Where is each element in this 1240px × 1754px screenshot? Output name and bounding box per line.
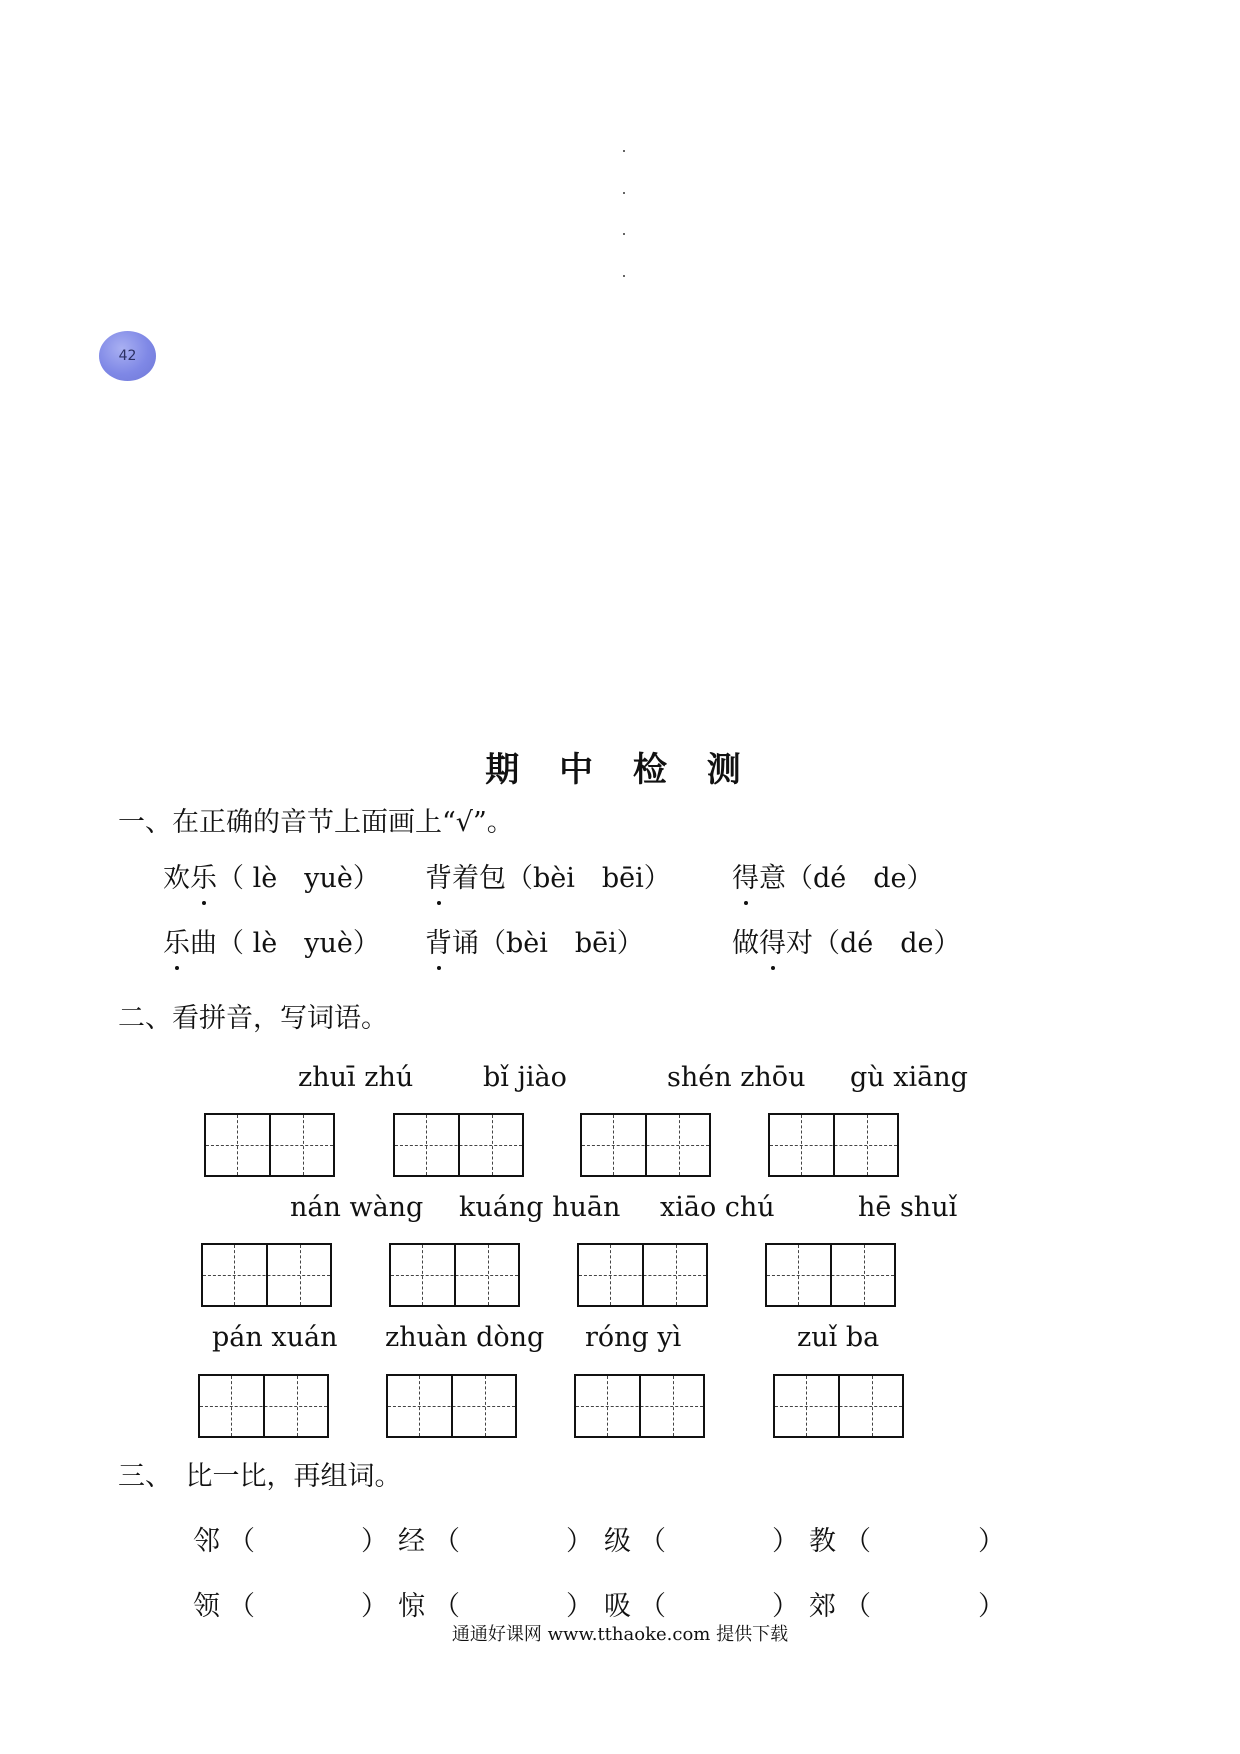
section1-heading: 一、在正确的音节上面画上“√”。 [118,807,514,838]
close-paren: ） [566,1591,593,1622]
pinyin-label: hē shuǐ [858,1192,958,1223]
writing-box[interactable] [201,1243,332,1307]
pinyin-label: nán wàng [290,1192,424,1223]
section3-heading: 三、 比一比，再组词。 [118,1461,402,1492]
open-paren: （ [433,1526,460,1557]
open-paren: （ [844,1591,871,1622]
writing-box[interactable] [580,1113,711,1177]
writing-box[interactable] [577,1243,708,1307]
writing-box[interactable] [393,1113,524,1177]
pinyin-label: bǐ jiào [483,1062,567,1093]
footer-credit: 通通好课网 www.tthaoke.com 提供下载 [451,1624,789,1645]
page-number-badge: 42 [99,331,156,381]
compare-char: 级 [604,1526,631,1557]
compare-char: 郊 [809,1591,836,1622]
pinyin-label: zhuī zhú [298,1062,414,1093]
decor-dot [623,150,625,152]
q1-item: 欢乐（ lè yuè） [163,856,380,895]
pinyin-label: xiāo chú [660,1192,775,1223]
close-paren: ） [978,1591,1005,1622]
open-paren: （ [639,1591,666,1622]
page-title: 期 中 检 测 [485,750,755,790]
writing-box[interactable] [574,1374,705,1438]
pinyin-label: shén zhōu [667,1062,806,1093]
pinyin-label: zhuàn dòng [385,1322,545,1353]
pinyin-label: zuǐ ba [797,1322,880,1353]
q1-item: 做得对（dé de） [732,921,961,960]
open-paren: （ [433,1591,460,1622]
writing-box[interactable] [386,1374,517,1438]
decor-dot [623,233,625,235]
pinyin-label: gù xiāng [850,1062,968,1093]
close-paren: ） [772,1591,799,1622]
close-paren: ） [566,1526,593,1557]
compare-char: 吸 [604,1591,631,1622]
compare-char: 惊 [398,1591,425,1622]
writing-box[interactable] [389,1243,520,1307]
compare-char: 领 [193,1591,220,1622]
open-paren: （ [639,1526,666,1557]
writing-box[interactable] [768,1113,899,1177]
compare-char: 教 [809,1526,836,1557]
close-paren: ） [361,1591,388,1622]
writing-box[interactable] [765,1243,896,1307]
writing-box[interactable] [204,1113,335,1177]
q1-item: 背着包（bèi bēi） [425,856,671,895]
writing-box[interactable] [773,1374,904,1438]
close-paren: ） [361,1526,388,1557]
writing-box[interactable] [198,1374,329,1438]
open-paren: （ [228,1591,255,1622]
pinyin-label: róng yì [585,1322,682,1353]
open-paren: （ [228,1526,255,1557]
compare-char: 经 [398,1526,425,1557]
close-paren: ） [978,1526,1005,1557]
decor-dot [623,275,625,277]
section2-heading: 二、看拼音，写词语。 [118,1003,388,1034]
q1-item: 乐曲（ lè yuè） [163,921,380,960]
close-paren: ） [772,1526,799,1557]
compare-char: 邻 [193,1526,220,1557]
open-paren: （ [844,1526,871,1557]
pinyin-label: pán xuán [212,1322,338,1353]
pinyin-label: kuáng huān [459,1192,621,1223]
decor-dot [623,192,625,194]
q1-item: 背诵（bèi bēi） [425,921,644,960]
q1-item: 得意（dé de） [732,856,934,895]
